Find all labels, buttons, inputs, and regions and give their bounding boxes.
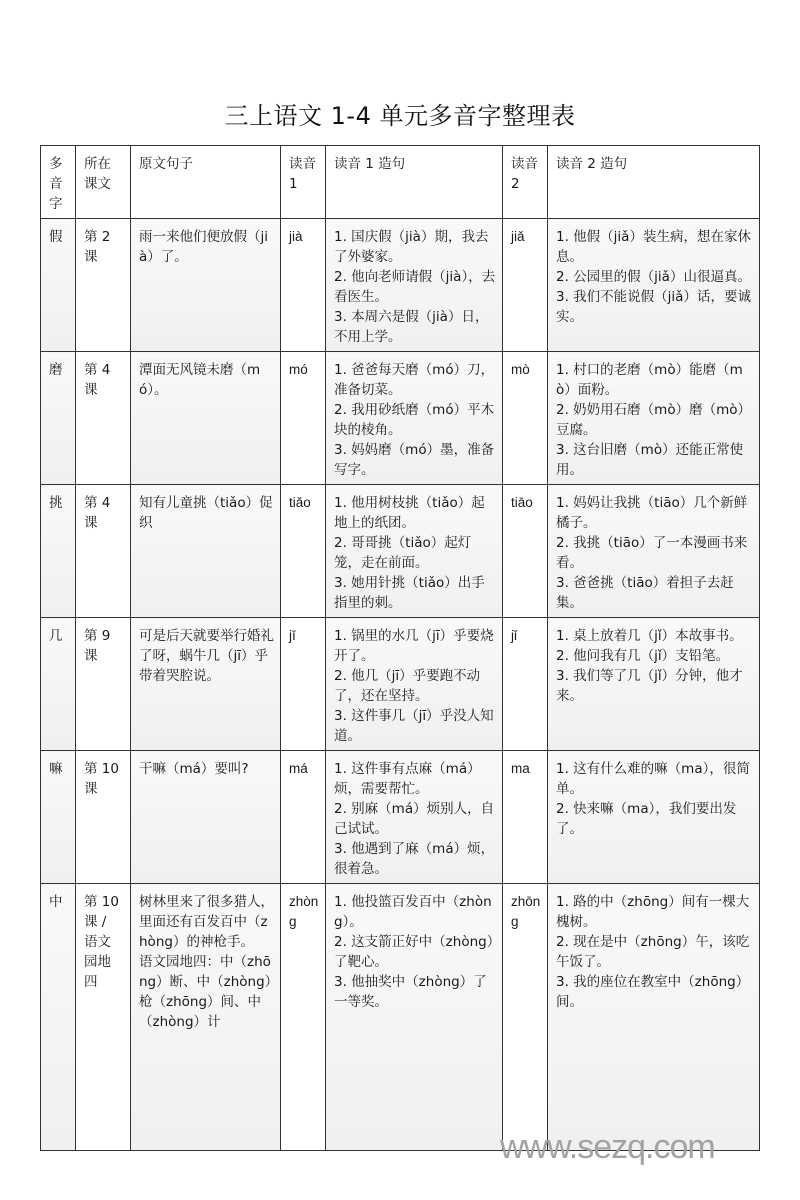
watermark: www.sezq.com <box>500 1128 715 1166</box>
cell-sentences1-line: 1. 国庆假（jià）期，我去了外婆家。 <box>334 229 489 265</box>
cell-reading1: jī <box>281 618 326 751</box>
cell-reading2: jiǎ <box>503 219 548 352</box>
cell-sentences2-line: 1. 路的中（zhōng）间有一棵大槐树。 <box>556 894 750 930</box>
header-sentences2: 读音 2 造句 <box>548 146 760 219</box>
cell-sentences2-line: 2. 我挑（tiāo）了一本漫画书来看。 <box>556 535 748 571</box>
cell-reading2: ma <box>503 751 548 884</box>
cell-sentences2-line: 3. 我们不能说假（jiǎ）话，要诚实。 <box>556 289 751 325</box>
cell-original <box>131 485 281 618</box>
cell-sentences2 <box>548 751 760 884</box>
cell-reading1: mó <box>281 352 326 485</box>
cell-sentences1 <box>326 618 503 751</box>
cell-sentences1-line: 3. 本周六是假（jià）日，不用上学。 <box>334 309 489 345</box>
cell-reading1: má <box>281 751 326 884</box>
cell-sentences1-line: 2. 我用砂纸磨（mó）平木块的棱角。 <box>334 402 495 438</box>
cell-sentences1-line: 2. 别麻（má）烦别人，自己试试。 <box>334 801 495 837</box>
cell-sentences2-line: 2. 奶奶用石磨（mò）磨（mò）豆腐。 <box>556 402 751 438</box>
header-reading2: 读音2 <box>503 146 548 219</box>
cell-sentences2-line: 1. 他假（jiǎ）装生病，想在家休息。 <box>556 229 751 265</box>
header-char: 多音字 <box>41 146 76 219</box>
cell-char: 假 <box>41 219 76 352</box>
cell-sentences2-line: 1. 这有什么难的嘛（ma），很简单。 <box>556 761 750 797</box>
cell-sentences1-line: 1. 锅里的水几（jī）乎要烧开了。 <box>334 628 494 664</box>
cell-sentences1-line: 1. 这件事有点麻（má）烦，需要帮忙。 <box>334 761 481 797</box>
cell-sentences2 <box>548 485 760 618</box>
header-sentences1: 读音 1 造句 <box>326 146 503 219</box>
cell-sentences2 <box>548 618 760 751</box>
table-row <box>41 618 760 751</box>
table-header-row <box>41 146 760 219</box>
cell-reading2: jǐ <box>503 618 548 751</box>
cell-sentences1-line: 1. 他投篮百发百中（zhòng）。 <box>334 894 492 930</box>
cell-sentences1-line: 1. 他用树枝挑（tiǎo）起地上的纸团。 <box>334 495 485 531</box>
page-title: 三上语文 1-4 单元多音字整理表 <box>224 102 576 130</box>
cell-sentences1-line: 3. 这件事几（jī）乎没人知道。 <box>334 708 494 744</box>
cell-reading1: jià <box>281 219 326 352</box>
cell-sentences1-line: 2. 这支箭正好中（zhòng）了靶心。 <box>334 934 494 970</box>
cell-sentences2 <box>548 884 760 1151</box>
cell-sentences2-line: 1. 妈妈让我挑（tiāo）几个新鲜橘子。 <box>556 495 748 531</box>
cell-sentences1 <box>326 352 503 485</box>
cell-original <box>131 352 281 485</box>
cell-lesson: 第 4 课 <box>76 485 131 618</box>
cell-sentences1 <box>326 884 503 1151</box>
cell-sentences2-line: 2. 现在是中（zhōng）午，该吃午饭了。 <box>556 934 750 970</box>
cell-original <box>131 219 281 352</box>
table-row <box>41 352 760 485</box>
cell-original-line: 可是后天就要举行婚礼了呀，蜗牛几（jī）乎带着哭腔说。 <box>139 628 274 684</box>
table-row <box>41 219 760 352</box>
cell-original <box>131 618 281 751</box>
cell-reading2: mò <box>503 352 548 485</box>
cell-original <box>131 884 281 1151</box>
cell-char: 几 <box>41 618 76 751</box>
cell-sentences2-line: 2. 快来嘛（ma），我们要出发了。 <box>556 801 737 837</box>
cell-char: 嘛 <box>41 751 76 884</box>
cell-original-line: 干嘛（má）要叫? <box>139 761 249 777</box>
cell-original-line: 雨一来他们便放假（jià）了。 <box>139 229 269 265</box>
cell-char: 磨 <box>41 352 76 485</box>
cell-original-line: 语文园地四：中（zhōng）断、中（zhòng）枪（zhōng）间、中（zhòng）计 <box>139 954 272 1030</box>
cell-sentences2-line: 3. 爸爸挑（tiāo）着担子去赶集。 <box>556 575 734 611</box>
cell-sentences2-line: 3. 我们等了几（jǐ）分钟，他才来。 <box>556 668 743 704</box>
cell-sentences2-line: 1. 桌上放着几（jǐ）本故事书。 <box>556 628 743 644</box>
cell-lesson: 第 4 课 <box>76 352 131 485</box>
cell-lesson: 第 10 课 <box>76 751 131 884</box>
cell-original <box>131 751 281 884</box>
cell-char: 挑 <box>41 485 76 618</box>
cell-reading1: tiǎo <box>281 485 326 618</box>
header-reading1: 读音1 <box>281 146 326 219</box>
cell-sentences1 <box>326 751 503 884</box>
cell-sentences1-line: 3. 他抽奖中（zhòng）了一等奖。 <box>334 974 487 1010</box>
cell-sentences2-line: 2. 公园里的假（jiǎ）山很逼真。 <box>556 269 751 285</box>
cell-char: 中 <box>41 884 76 1151</box>
cell-lesson: 第 2 课 <box>76 219 131 352</box>
cell-lesson: 第 9 课 <box>76 618 131 751</box>
cell-sentences1 <box>326 485 503 618</box>
header-lesson: 所在课文 <box>76 146 131 219</box>
cell-sentences2-line: 2. 他问我有几（jǐ）支铅笔。 <box>556 648 730 664</box>
cell-reading2: tiāo <box>503 485 548 618</box>
table-row <box>41 485 760 618</box>
cell-sentences1-line: 3. 他遇到了麻（má）烦，很着急。 <box>334 841 495 877</box>
cell-reading2: zhōng <box>503 884 548 1151</box>
cell-original-line: 树林里来了很多猎人，里面还有百发百中（zhòng）的神枪手。 <box>139 894 274 950</box>
cell-reading1: zhòng <box>281 884 326 1151</box>
cell-original-line: 知有儿童挑（tiǎo）促织 <box>139 495 273 531</box>
cell-sentences2 <box>548 219 760 352</box>
cell-sentences1-line: 3. 妈妈磨（mó）墨，准备写字。 <box>334 442 495 478</box>
table-row <box>41 884 760 1151</box>
cell-original-line: 潭面无风镜未磨（mó）。 <box>139 362 261 398</box>
cell-sentences2-line: 3. 我的座位在教室中（zhōng）间。 <box>556 974 750 1010</box>
cell-sentences2 <box>548 352 760 485</box>
cell-sentences1 <box>326 219 503 352</box>
cell-lesson: 第 10 课 / 语文园地四 <box>76 884 131 1151</box>
table-row <box>41 751 760 884</box>
cell-sentences2-line: 1. 村口的老磨（mò）能磨（mò）面粉。 <box>556 362 743 398</box>
cell-sentences1-line: 2. 他几（jī）乎要跑不动了，还在坚持。 <box>334 668 481 704</box>
cell-sentences1-line: 1. 爸爸每天磨（mó）刀，准备切菜。 <box>334 362 495 398</box>
cell-sentences1-line: 2. 哥哥挑（tiǎo）起灯笼，走在前面。 <box>334 535 472 571</box>
header-original: 原文句子 <box>131 146 281 219</box>
cell-sentences1-line: 3. 她用针挑（tiǎo）出手指里的刺。 <box>334 575 485 611</box>
cell-sentences1-line: 2. 他向老师请假（jià），去看医生。 <box>334 269 496 305</box>
polyphone-table <box>40 145 760 1151</box>
cell-sentences2-line: 3. 这台旧磨（mò）还能正常使用。 <box>556 442 744 478</box>
